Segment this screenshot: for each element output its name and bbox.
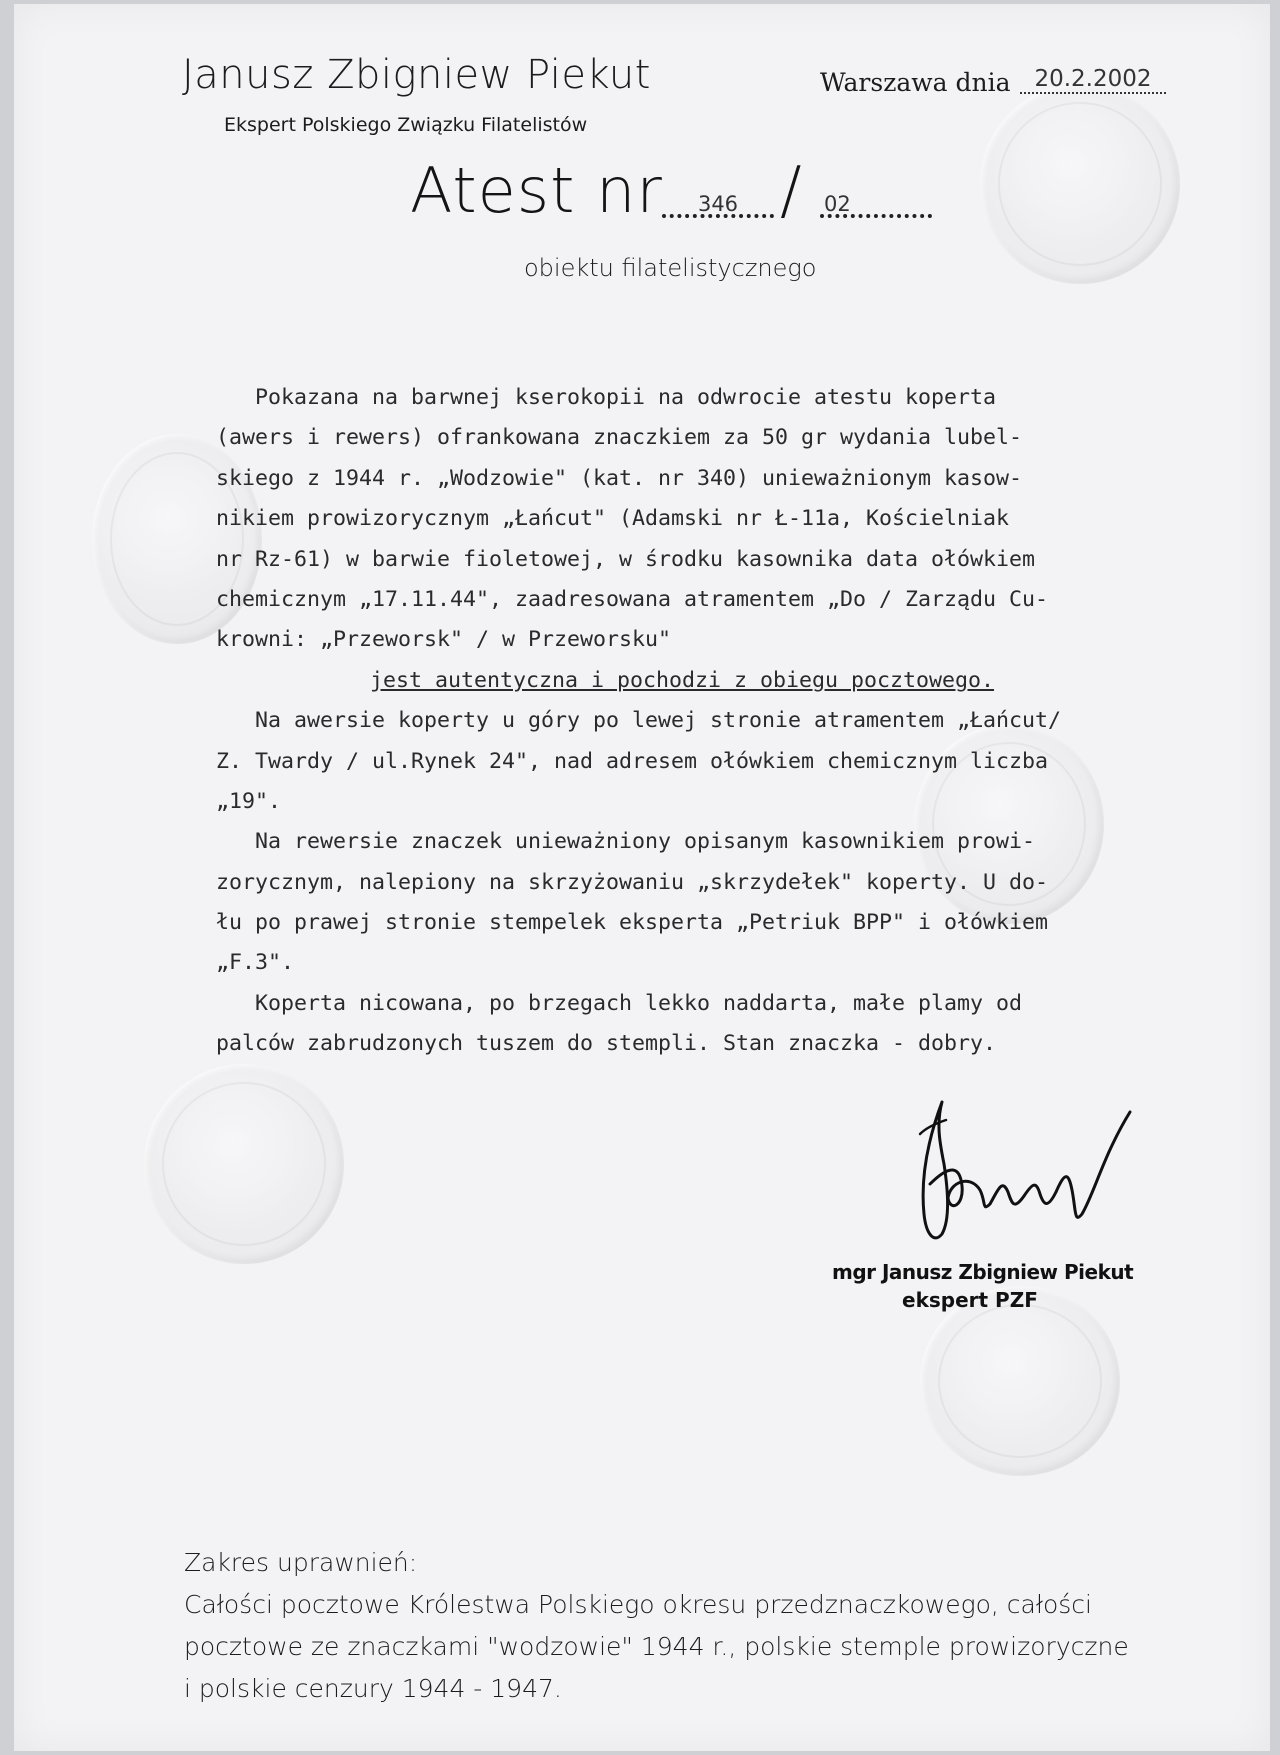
scope-line: Całości pocztowe Królestwa Polskiego okresu przedznaczkowego, całości <box>184 1590 1092 1619</box>
body-line: Na awersie koperty u góry po lewej stronie atramentem „Łańcut/ <box>216 708 1062 734</box>
certificate-title: Atest nr <box>410 154 663 227</box>
body-line: Na rewersie znaczek unieważniony opisanym kasownikiem prowi- <box>216 829 1036 855</box>
signatory-name: mgr Janusz Zbigniew Piekut <box>832 1260 1134 1284</box>
body-line: skiego z 1944 r. „Wodzowie" (kat. nr 340) unieważnionym kasow- <box>216 465 1023 491</box>
body-line: Pokazana na barwnej kserokopii na odwrocie atestu koperta <box>216 385 997 410</box>
body-line: chemicznym „17.11.44", zaadresowana atramentem „Do / Zarządu Cu- <box>216 586 1049 612</box>
certificate-number-separator: / <box>780 154 802 228</box>
scope-of-authority <box>184 1542 1184 1710</box>
body-line: (awers i rewers) ofrankowana znaczkiem za 50 gr wydania lubel- <box>216 425 1023 451</box>
body-line: krowni: „Przeworsk" / w Przeworsku" <box>216 627 672 653</box>
embossed-seal <box>980 84 1180 284</box>
body-line: nikiem prowizorycznym „Łańcut" (Adamski nr Ł-11a, Kościelniak <box>216 506 1010 532</box>
date-value: 20.2.2002 <box>1020 66 1166 94</box>
authenticity-statement: jest autentyczna i pochodzi z obiegu pocztowego. <box>370 667 995 693</box>
handwritten-signature <box>890 1094 1150 1254</box>
certificate-year: 02 <box>820 194 932 218</box>
expert-name-heading: Janusz Zbigniew Piekut <box>182 52 651 98</box>
certificate-body <box>216 378 1206 1065</box>
body-line: łu po prawej stronie stempelek eksperta „Petriuk BPP" i ołówkiem <box>216 910 1049 936</box>
scope-line: i polskie cenzury 1944 - 1947. <box>184 1674 562 1703</box>
certificate-number: 346 <box>662 194 774 218</box>
scope-line: pocztowe ze znaczkami "wodzowie" 1944 r., polskie stemple prowizoryczne <box>184 1632 1129 1661</box>
embossed-seal <box>920 1286 1120 1476</box>
expert-affiliation: Ekspert Polskiego Związku Filatelistów <box>224 114 588 136</box>
scope-heading: Zakres uprawnień: <box>184 1548 418 1577</box>
body-line: Z. Twardy / ul.Rynek 24", nad adresem ołówkiem chemicznym liczba <box>216 748 1049 774</box>
body-line: „F.3". <box>216 950 295 976</box>
embossed-seal <box>144 1064 344 1264</box>
body-line: nr Rz-61) w barwie fioletowej, w środku kasownika data ołówkiem <box>216 546 1036 572</box>
certificate-subtitle: obiektu filatelistycznego <box>524 254 817 282</box>
body-line: „19". <box>216 788 282 814</box>
body-line: palców zabrudzonych tuszem do stempli. Stan znaczka - dobry. <box>216 1031 997 1057</box>
body-line: zorycznym, nalepiony na skrzyżowaniu „skrzydełek" koperty. U do- <box>216 869 1049 895</box>
place-label: Warszawa dnia <box>820 68 1011 97</box>
signatory-role: ekspert PZF <box>902 1288 1038 1312</box>
certificate-page <box>14 4 1270 1751</box>
body-line: Koperta nicowana, po brzegach lekko naddarta, małe plamy od <box>216 990 1023 1016</box>
